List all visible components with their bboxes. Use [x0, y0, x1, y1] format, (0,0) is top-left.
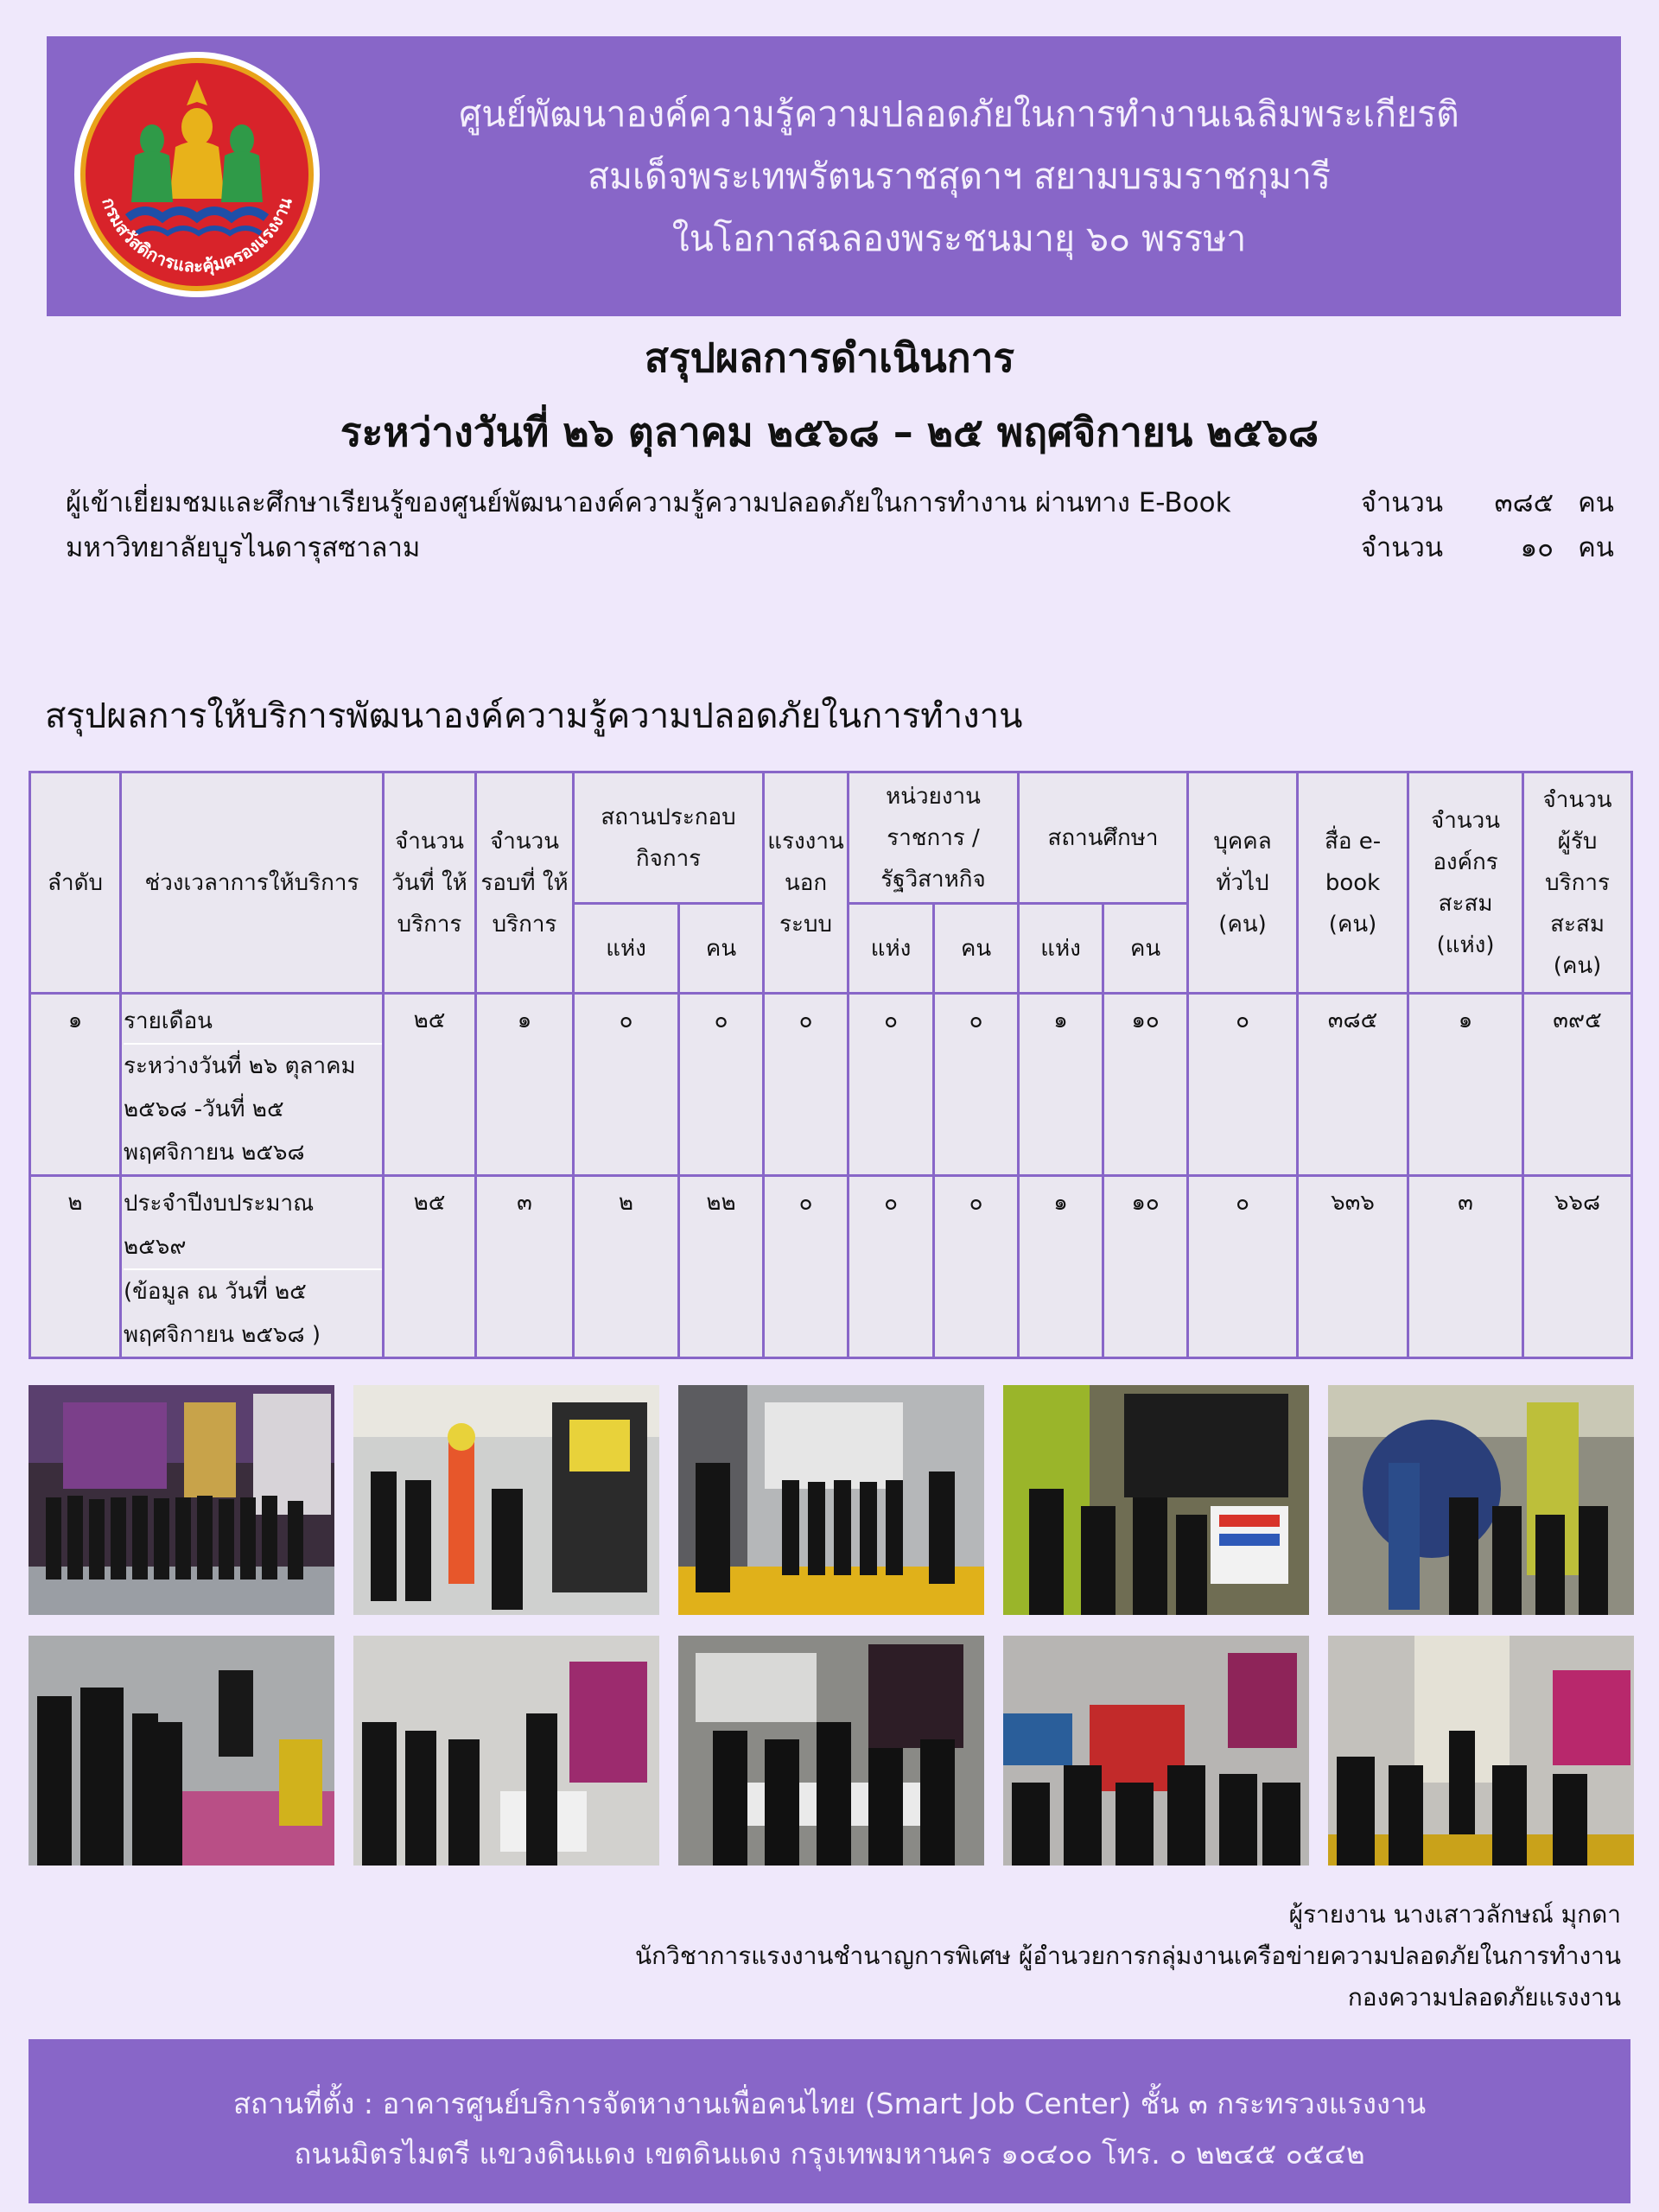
col-header-days: จำนวน วันที่ ให้บริการ — [384, 772, 476, 994]
stat-prefix: จำนวน — [1360, 487, 1444, 518]
subheader-persons: คน — [934, 904, 1019, 994]
photo-demonstration — [678, 1636, 984, 1866]
cell-gov-persons: ๐ — [934, 994, 1019, 1176]
cell-rounds: ๑ — [476, 994, 574, 1176]
subheader-places: แห่ง — [1019, 904, 1103, 994]
cell-general: ๐ — [1188, 1176, 1298, 1358]
header-line-2: สมเด็จพระเทพรัตนราชสุดาฯ สยามบรมราชกุมารี — [587, 156, 1332, 197]
table-row — [30, 1176, 1632, 1358]
subheader-places: แห่ง — [849, 904, 934, 994]
subheader-places: แห่ง — [574, 904, 679, 994]
period-detail: (ข้อมูล ณ วันที่ ๒๕ พฤศจิกายน ๒๕๖๘ ) — [124, 1279, 321, 1348]
cell-est-persons: ๒๒ — [679, 1176, 764, 1358]
photo-height-safety-exhibit — [1328, 1636, 1634, 1866]
col-header-no: ลำดับ — [30, 772, 121, 994]
stat-row-university — [66, 525, 1621, 570]
col-header-org-total: จำนวน องค์กร สะสม (แห่ง) — [1408, 772, 1523, 994]
cell-no: ๑ — [30, 994, 121, 1176]
period-detail: ระหว่างวันที่ ๒๖ ตุลาคม ๒๕๖๘ -วันที่ ๒๕ พฤศจิกายน ๒๕๖๘ — [124, 1053, 356, 1166]
header-line-3: ในโอกาสฉลองพระชนมายุ ๖๐ พรรษา — [671, 218, 1247, 259]
service-summary-table — [29, 771, 1633, 1359]
stat-row-ebook — [66, 480, 1621, 525]
photo-exhibit-hall — [678, 1385, 984, 1615]
cell-edu-places: ๑ — [1019, 994, 1103, 1176]
stat-value: ๑๐ — [1520, 532, 1554, 563]
svg-text:กรมสวัสดิการและคุ้มครองแรงงาน: กรมสวัสดิการและคุ้มครองแรงงาน — [98, 194, 296, 276]
subheader-persons: คน — [679, 904, 764, 994]
cell-edu-persons: ๑๐ — [1103, 994, 1188, 1176]
stat-label: ผู้เข้าเยี่ยมชมและศึกษาเรียนรู้ของศูนย์พัฒนาองค์ความรู้ความปลอดภัยในการทำงาน ผ่านทาง E-Book — [66, 487, 1231, 518]
reporter-block — [635, 1894, 1621, 2018]
col-header-period: ช่วงเวลาการให้บริการ — [121, 772, 384, 994]
cell-period — [121, 1176, 384, 1358]
report-period: ระหว่างวันที่ ๒๖ ตุลาคม ๒๕๖๘ – ๒๕ พฤศจิกายน ๒๕๖๘ — [340, 409, 1319, 455]
cell-gov-persons: ๐ — [934, 1176, 1019, 1358]
department-seal-logo — [67, 45, 327, 304]
cell-org-total: ๓ — [1408, 1176, 1523, 1358]
stat-value: ๓๘๕ — [1494, 487, 1554, 518]
col-header-informal: แรงงาน นอก ระบบ — [764, 772, 849, 994]
cell-edu-places: ๑ — [1019, 1176, 1103, 1358]
photo-briefing-area — [29, 1636, 334, 1866]
cell-days: ๒๕ — [384, 1176, 476, 1358]
col-header-rounds: จำนวน รอบที่ ให้บริการ — [476, 772, 574, 994]
photo-display-stand — [353, 1636, 659, 1866]
section-title: สรุปผลการให้บริการพัฒนาองค์ความรู้ความปลอดภัยในการทำงาน — [45, 696, 1023, 736]
stat-label: มหาวิทยาลัยบูรไนดารุสซาลาม — [66, 532, 421, 563]
reporter-division: กองความปลอดภัยแรงงาน — [1347, 1983, 1621, 2012]
cell-period — [121, 994, 384, 1176]
period-type: ประจำปีงบประมาณ ๒๕๖๙ — [124, 1182, 382, 1270]
cell-est-places: ๐ — [574, 994, 679, 1176]
cell-general: ๐ — [1188, 994, 1298, 1176]
col-header-establishment: สถานประกอบ กิจการ — [574, 772, 764, 904]
col-header-user-total: จำนวน ผู้รับบริการ สะสม (คน) — [1523, 772, 1632, 994]
cell-informal: ๐ — [764, 994, 849, 1176]
cell-gov-places: ๐ — [849, 1176, 934, 1358]
subheader-persons: คน — [1103, 904, 1188, 994]
cell-est-places: ๒ — [574, 1176, 679, 1358]
period-type: รายเดือน — [124, 1000, 382, 1045]
stat-unit: คน — [1578, 487, 1614, 518]
photo-mannequin-exhibit — [1328, 1385, 1634, 1615]
photo-group-visit — [29, 1385, 334, 1615]
photo-hazard-board — [1003, 1385, 1309, 1615]
cell-days: ๒๕ — [384, 994, 476, 1176]
header-line-1: ศูนย์พัฒนาองค์ความรู้ความปลอดภัยในการทำงานเฉลิมพระเกียรติ — [459, 93, 1459, 135]
cell-informal: ๐ — [764, 1176, 849, 1358]
stat-unit: คน — [1578, 532, 1614, 563]
reporter-position: นักวิชาการแรงงานชำนาญการพิเศษ ผู้อำนวยการกลุ่มงานเครือข่ายความปลอดภัยในการทำงาน — [635, 1942, 1621, 1970]
report-title: สรุปผลการดำเนินการ — [644, 334, 1015, 381]
footer-banner — [29, 2039, 1630, 2203]
cell-gov-places: ๐ — [849, 994, 934, 1176]
photo-gallery — [29, 1385, 1636, 1866]
col-header-ebook: สื่อ e- book (คน) — [1298, 772, 1408, 994]
photo-safety-display — [353, 1385, 659, 1615]
col-header-education: สถานศึกษา — [1019, 772, 1188, 904]
cell-user-total: ๖๖๘ — [1523, 1176, 1632, 1358]
table-row — [30, 994, 1632, 1176]
cell-rounds: ๓ — [476, 1176, 574, 1358]
stat-prefix: จำนวน — [1360, 532, 1444, 563]
header-banner — [47, 36, 1621, 316]
col-header-government: หน่วยงาน ราชการ / รัฐวิสาหกิจ — [849, 772, 1019, 904]
cell-edu-persons: ๑๐ — [1103, 1176, 1188, 1358]
cell-ebook: ๖๓๖ — [1298, 1176, 1408, 1358]
cell-est-persons: ๐ — [679, 994, 764, 1176]
photo-fire-safety-room — [1003, 1636, 1309, 1866]
col-header-general: บุคคล ทั่วไป (คน) — [1188, 772, 1298, 994]
reporter-name: ผู้รายงาน นางเสาวลักษณ์ มุกดา — [1288, 1900, 1621, 1929]
footer-address-line-2: ถนนมิตรไมตรี แขวงดินแดง เขตดินแดง กรุงเทพมหานคร ๑๐๔๐๐ โทร. ๐ ๒๒๔๕ ๐๕๔๒ — [294, 2137, 1365, 2171]
cell-ebook: ๓๘๕ — [1298, 994, 1408, 1176]
cell-org-total: ๑ — [1408, 994, 1523, 1176]
footer-address-line-1: สถานที่ตั้ง : อาคารศูนย์บริการจัดหางานเพื่อคนไทย (Smart Job Center) ชั้น ๓ กระทรวงแรงงาน — [232, 2087, 1427, 2120]
cell-no: ๒ — [30, 1176, 121, 1358]
cell-user-total: ๓๙๕ — [1523, 994, 1632, 1176]
